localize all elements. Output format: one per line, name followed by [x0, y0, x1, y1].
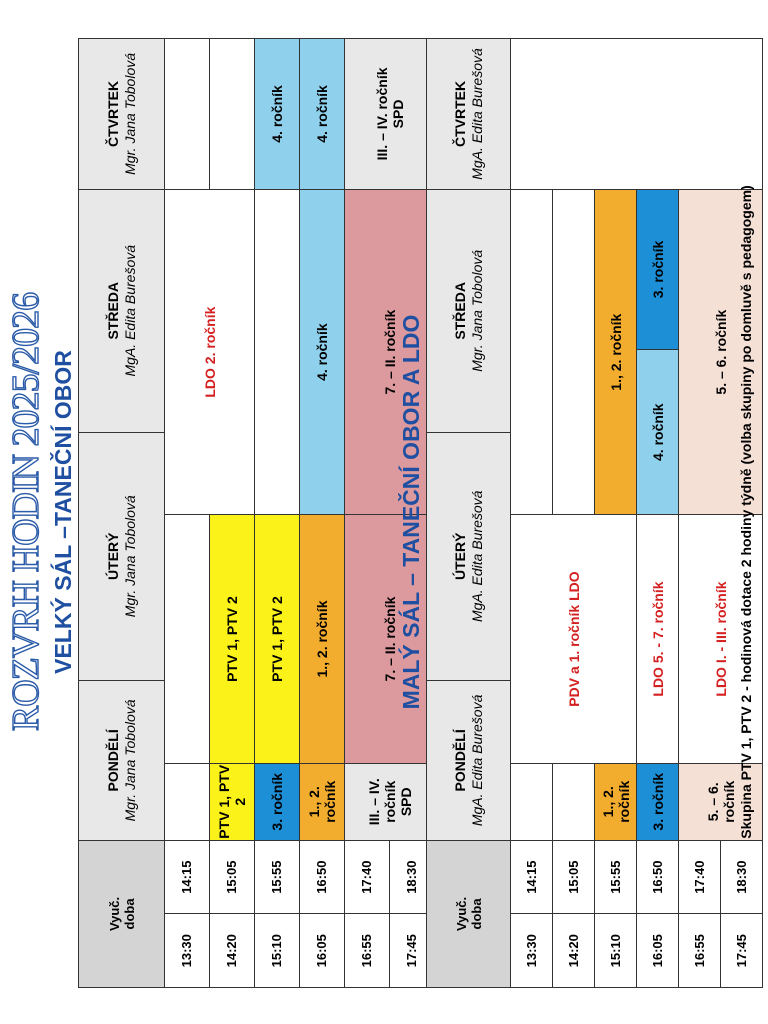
- hall2-tue-ldo1-3: LDO I. - III. ročník: [679, 515, 763, 763]
- time-end: 16:50: [300, 840, 345, 914]
- hall1-wed-7-2rocnik: 7. – II. ročník: [345, 189, 435, 515]
- time-end: 18:30: [390, 840, 435, 914]
- hall1-wed-slot3: [255, 189, 300, 515]
- hall1-thu-spd: III. – IV. ročník SPD: [345, 39, 435, 190]
- hall2-tue-ldo57: LDO 5. - 7. ročník: [637, 515, 679, 763]
- hall2-mon-56rocnik: 5. – 6. ročník: [679, 763, 763, 840]
- time-end: 17:40: [345, 840, 390, 914]
- hall1-wed-4rocnik: 4. ročník: [300, 189, 345, 515]
- hall2-mon-12rocnik: 1., 2. ročník: [595, 763, 637, 840]
- time-start: 14:20: [553, 914, 595, 988]
- time-start: 16:05: [300, 914, 345, 988]
- hall1-thu-4rocnik: 4. ročník: [255, 39, 300, 190]
- hall1-tue-ptv2: PTV 1, PTV 2: [255, 515, 300, 763]
- time-end: 15:55: [255, 840, 300, 914]
- hall1-thu-slot2: [210, 39, 255, 190]
- time-start: 15:10: [595, 914, 637, 988]
- day-header-tuesday: ÚTERÝ Mgr. Jana Tobolová: [79, 432, 165, 680]
- day-header-monday: PONDĚLÍ MgA. Edita Burešová: [427, 680, 511, 840]
- hall2-wed-4rocnik: 4. ročník: [637, 349, 679, 514]
- hall1-thu-4rocnik-2: 4. ročník: [300, 39, 345, 190]
- hall1-tue-slot1: [165, 515, 210, 763]
- day-header-wednesday: STŘEDA Mgr. Jana Tobolová: [427, 189, 511, 432]
- hall2-wed-56rocnik: 5. – 6. ročník: [679, 189, 763, 514]
- time-end: 18:30: [721, 840, 763, 914]
- hall2-wed-slot1: [511, 189, 553, 514]
- header-caption: Vyuč. doba: [427, 840, 511, 987]
- hall2-mon-slot1: [511, 763, 553, 840]
- hall1-thu-slot1: [165, 39, 210, 190]
- hall2-tue-pdv: PDV a 1. ročník LDO: [511, 515, 637, 763]
- time-start: 15:10: [255, 914, 300, 988]
- hall2-wed-12rocnik: 1., 2. ročník: [595, 189, 637, 514]
- time-end: 15:05: [553, 840, 595, 914]
- footnote: Skupina PTV 1, PTV 2 - hodinová dotace 2 hodiny týdně (volba skupiny po domluvě s pedagogem): [738, 185, 754, 839]
- time-end: 17:40: [679, 840, 721, 914]
- hall2-mon-slot2: [553, 763, 595, 840]
- hall1-wed-ldo2: LDO 2. ročník: [165, 189, 255, 515]
- hall1-tue-ptv: PTV 1, PTV 2: [210, 515, 255, 763]
- hall1-mon-spd: III. – IV. ročník SPD: [345, 763, 435, 840]
- time-start: 16:55: [345, 914, 390, 988]
- hall2-mon-3rocnik: 3. ročník: [637, 763, 679, 840]
- time-end: 15:05: [210, 840, 255, 914]
- time-start: 16:55: [679, 914, 721, 988]
- hall2-wed-slot2: [553, 189, 595, 514]
- hall1-mon-12rocnik: 1., 2. ročník: [300, 763, 345, 840]
- day-header-monday: PONDĚLÍ Mgr. Jana Tobolová: [79, 680, 165, 840]
- time-start: 14:20: [210, 914, 255, 988]
- page-title: ROZVRH HODIN 2025/2026: [5, 292, 47, 732]
- time-start: 17:45: [721, 914, 763, 988]
- day-header-thursday: ČTVRTEK MgA. Edita Burešová: [427, 39, 511, 190]
- time-start: 16:05: [637, 914, 679, 988]
- hall1-schedule: [78, 38, 435, 988]
- hall1-mon-3rocnik: 3. ročník: [255, 763, 300, 840]
- hall1-mon-slot1: [165, 763, 210, 840]
- time-end: 14:15: [165, 840, 210, 914]
- day-header-tuesday: ÚTERÝ MgA. Edita Burešová: [427, 432, 511, 680]
- hall2-wed-3rocnik: 3. ročník: [637, 189, 679, 349]
- hall2-schedule: [426, 38, 763, 988]
- time-end: 14:15: [511, 840, 553, 914]
- time-start: 13:30: [165, 914, 210, 988]
- hall1-title: VELKÝ SÁL –TANEČNÍ OBOR: [50, 350, 76, 674]
- hall1-mon-ptv: PTV 1, PTV 2: [210, 763, 255, 840]
- time-end: 15:55: [595, 840, 637, 914]
- hall2-title: MALÝ SÁL – TANEČNÍ OBOR A LDO: [398, 314, 424, 710]
- time-end: 16:50: [637, 840, 679, 914]
- header-caption: Vyuč. doba: [79, 840, 165, 987]
- day-header-thursday: ČTVRTEK Mgr. Jana Tobolová: [79, 39, 165, 190]
- hall2-thu-empty: [511, 39, 763, 190]
- hall1-tue-7-2rocnik: 7. – II. ročník: [345, 515, 435, 763]
- hall1-tue-12rocnik: 1., 2. ročník: [300, 515, 345, 763]
- time-start: 17:45: [390, 914, 435, 988]
- time-start: 13:30: [511, 914, 553, 988]
- day-header-wednesday: STŘEDA MgA. Edita Burešová: [79, 189, 165, 432]
